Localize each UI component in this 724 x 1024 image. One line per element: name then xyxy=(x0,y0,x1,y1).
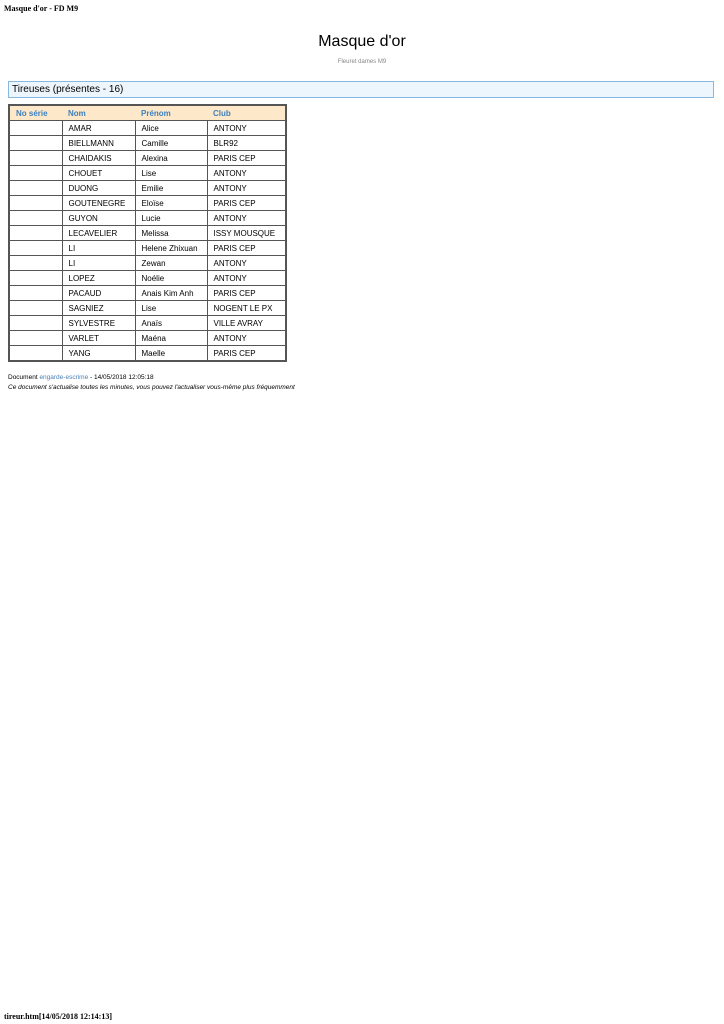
table-row xyxy=(9,316,286,331)
cell-prenom: Lise xyxy=(135,301,207,316)
cell-nom: DUONG xyxy=(62,181,135,196)
cell-club: ISSY MOUSQUE xyxy=(207,226,286,241)
cell-prenom: Lise xyxy=(135,166,207,181)
cell-nom: LI xyxy=(62,241,135,256)
table-row xyxy=(9,286,286,301)
cell-nom: PACAUD xyxy=(62,286,135,301)
section-title: Tireuses (présentes - 16) xyxy=(12,84,124,95)
cell-no-serie xyxy=(9,226,62,241)
cell-nom: LI xyxy=(62,256,135,271)
cell-club: ANTONY xyxy=(207,256,286,271)
table-row xyxy=(9,241,286,256)
column-header-prenom[interactable]: Prénom xyxy=(135,105,207,121)
cell-no-serie xyxy=(9,301,62,316)
table-row xyxy=(9,181,286,196)
table-row xyxy=(9,331,286,346)
table-row xyxy=(9,136,286,151)
cell-club: PARIS CEP xyxy=(207,151,286,166)
print-footer: tireur.htm[14/05/2018 12:14:13] xyxy=(4,1012,112,1021)
cell-nom: GUYON xyxy=(62,211,135,226)
cell-nom: SYLVESTRE xyxy=(62,316,135,331)
table-row xyxy=(9,256,286,271)
cell-nom: LECAVELIER xyxy=(62,226,135,241)
cell-no-serie xyxy=(9,196,62,211)
fencers-table xyxy=(8,104,287,362)
cell-prenom: Noélie xyxy=(135,271,207,286)
table-row xyxy=(9,271,286,286)
cell-prenom: Helene Zhixuan xyxy=(135,241,207,256)
cell-prenom: Alexina xyxy=(135,151,207,166)
cell-nom: AMAR xyxy=(62,121,135,136)
cell-nom: SAGNIEZ xyxy=(62,301,135,316)
cell-nom: BIELLMANN xyxy=(62,136,135,151)
cell-no-serie xyxy=(9,256,62,271)
cell-club: ANTONY xyxy=(207,331,286,346)
table-row xyxy=(9,211,286,226)
document-prefix: Document xyxy=(8,374,40,381)
cell-club: ANTONY xyxy=(207,271,286,286)
cell-no-serie xyxy=(9,331,62,346)
cell-nom: GOUTENEGRE xyxy=(62,196,135,211)
table-row xyxy=(9,301,286,316)
cell-club: VILLE AVRAY xyxy=(207,316,286,331)
cell-club: ANTONY xyxy=(207,211,286,226)
section-header xyxy=(8,81,714,98)
document-info xyxy=(8,373,295,383)
table-row xyxy=(9,346,286,362)
cell-no-serie xyxy=(9,136,62,151)
cell-club: PARIS CEP xyxy=(207,286,286,301)
cell-club: PARIS CEP xyxy=(207,196,286,211)
column-header-club[interactable]: Club xyxy=(207,105,286,121)
engarde-link[interactable]: engarde-escrime xyxy=(39,374,89,381)
cell-club: PARIS CEP xyxy=(207,346,286,362)
table-row xyxy=(9,226,286,241)
cell-no-serie xyxy=(9,166,62,181)
cell-prenom: Maéna xyxy=(135,331,207,346)
table-row xyxy=(9,151,286,166)
cell-prenom: Camille xyxy=(135,136,207,151)
cell-nom: CHAIDAKIS xyxy=(62,151,135,166)
cell-no-serie xyxy=(9,181,62,196)
cell-no-serie xyxy=(9,286,62,301)
cell-prenom: Eloïse xyxy=(135,196,207,211)
table-row xyxy=(9,121,286,136)
cell-club: PARIS CEP xyxy=(207,241,286,256)
cell-prenom: Zewan xyxy=(135,256,207,271)
print-header: Masque d'or - FD M9 xyxy=(4,4,79,13)
cell-prenom: Melissa xyxy=(135,226,207,241)
cell-no-serie xyxy=(9,271,62,286)
column-header-no-serie[interactable]: No série xyxy=(9,105,62,121)
cell-no-serie xyxy=(9,316,62,331)
cell-club: NOGENT LE PX xyxy=(207,301,286,316)
table-row xyxy=(9,196,286,211)
cell-no-serie xyxy=(9,241,62,256)
cell-club: ANTONY xyxy=(207,121,286,136)
cell-prenom: Emilie xyxy=(135,181,207,196)
table-row xyxy=(9,166,286,181)
page-title: Masque d'or xyxy=(318,33,406,50)
refresh-note: Ce document s'actualise toutes les minutes, vous pouvez l'actualiser vous-même plus fréquemment xyxy=(8,384,295,391)
column-header-nom[interactable]: Nom xyxy=(62,105,135,121)
cell-prenom: Anais Kim Anh xyxy=(135,286,207,301)
table-body xyxy=(9,121,286,362)
cell-nom: CHOUET xyxy=(62,166,135,181)
cell-nom: VARLET xyxy=(62,331,135,346)
cell-club: ANTONY xyxy=(207,181,286,196)
cell-no-serie xyxy=(9,211,62,226)
cell-nom: YANG xyxy=(62,346,135,362)
cell-club: ANTONY xyxy=(207,166,286,181)
cell-prenom: Anaïs xyxy=(135,316,207,331)
cell-prenom: Maelle xyxy=(135,346,207,362)
cell-club: BLR92 xyxy=(207,136,286,151)
cell-prenom: Lucie xyxy=(135,211,207,226)
document-timestamp: - 14/05/2018 12:05:18 xyxy=(88,374,154,381)
document-footer xyxy=(8,373,295,393)
table-header-row xyxy=(9,105,286,121)
cell-prenom: Alice xyxy=(135,121,207,136)
page-subtitle: Fleuret dames M9 xyxy=(337,59,387,65)
cell-no-serie xyxy=(9,346,62,362)
cell-nom: LOPEZ xyxy=(62,271,135,286)
cell-no-serie xyxy=(9,151,62,166)
cell-no-serie xyxy=(9,121,62,136)
